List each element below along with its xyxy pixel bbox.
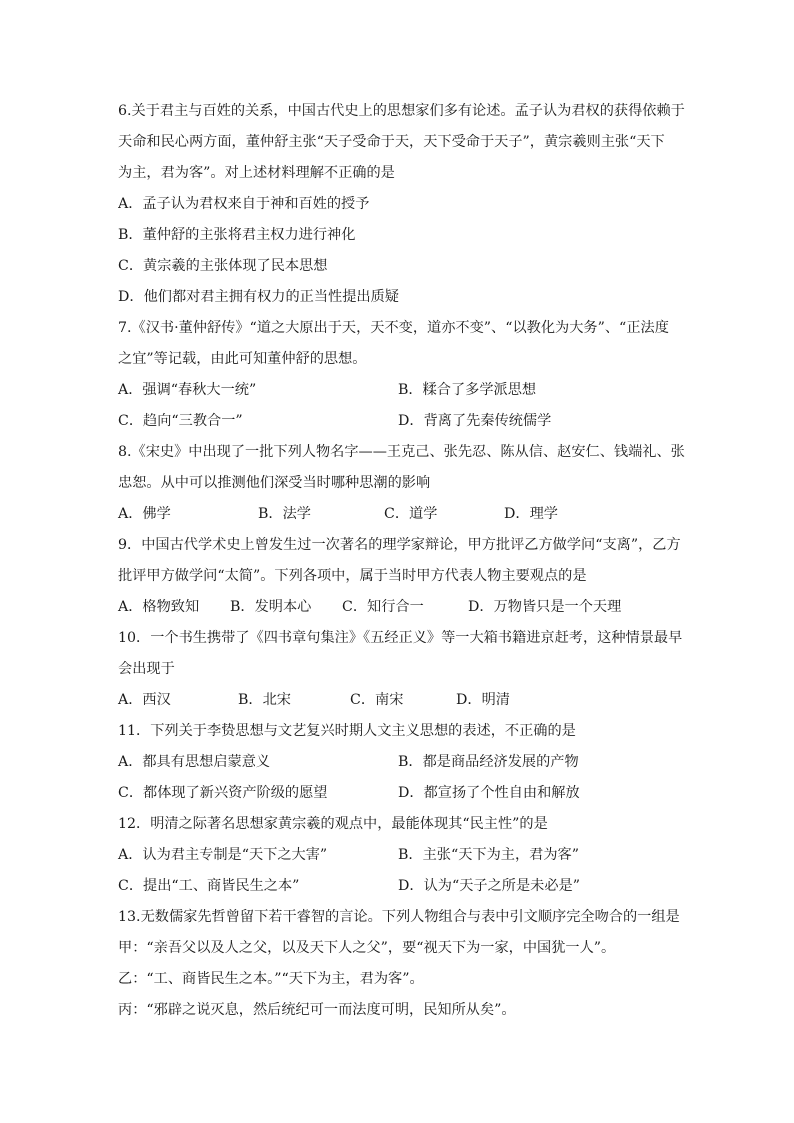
question-7-option-a: A．强调“春秋大一统” — [118, 382, 257, 398]
question-10-option-d: D．明清 — [456, 692, 510, 708]
question-6-option-d: D．他们都对君主拥有权力的正当性提出质疑 — [118, 289, 399, 305]
question-9-options-row — [118, 592, 686, 623]
question-6-option-a: A．孟子认为君权来自于神和百姓的授予 — [118, 196, 370, 212]
question-6-stem-line-2: 天命和民心两方面，董仲舒主张“天子受命于天，天下受命于天子”，黄宗羲则主张“天下 — [118, 134, 665, 150]
question-6-option-c: C．黄宗羲的主张体现了民本思想 — [118, 258, 328, 274]
question-7-option-b: B．糅合了多学派思想 — [398, 382, 537, 398]
question-6 — [118, 96, 686, 313]
question-10-option-a: A．西汉 — [118, 692, 171, 708]
question-7-option-d: D．背离了先秦传统儒学 — [398, 413, 552, 429]
question-11-options-row-1 — [118, 747, 686, 778]
question-10-stem-line-1: 10．一个书生携带了《四书章句集注》《五经正义》等一大箱书籍进京赶考，这种情景最早 — [118, 630, 683, 646]
question-8-option-a: A．佛学 — [118, 506, 171, 522]
question-8-options-row — [118, 499, 686, 530]
question-13-quote-yi: 乙：“工、商皆民生之本。”“天下为主，君为客”。 — [118, 971, 424, 987]
question-13-quote-bing: 丙：“邪辟之说灭息，然后统纪可一而法度可明，民知所从矣”。 — [118, 1002, 516, 1018]
question-11-option-a: A．都具有思想启蒙意义 — [118, 754, 271, 770]
question-11-stem-line-1: 11．下列关于李贽思想与文艺复兴时期人文主义思想的表述，不正确的是 — [118, 723, 576, 739]
question-13 — [118, 902, 686, 1026]
question-12-option-a: A．认为君主专制是“天下之大害” — [118, 847, 328, 863]
question-7-stem-line-2: 之宜”等记载，由此可知董仲舒的思想。 — [118, 351, 367, 367]
question-6-option-b: B．董仲舒的主张将君主权力进行神化 — [118, 227, 356, 243]
question-7-options-row-2 — [118, 406, 686, 437]
question-8-stem-line-1: 8.《宋史》中出现了一批下列人物名字——王克己、张先忍、陈从信、赵安仁、钱端礼、张 — [118, 444, 685, 460]
question-11 — [118, 716, 686, 809]
exam-page — [118, 96, 686, 1026]
question-11-option-c: C．都体现了新兴资产阶级的愿望 — [118, 785, 328, 801]
question-9 — [118, 530, 686, 623]
question-8 — [118, 437, 686, 530]
question-9-stem-line-1: 9．中国古代学术史上曾发生过一次著名的理学家辩论，甲方批评乙方做学问“支离”，乙方 — [118, 537, 681, 553]
question-9-stem-line-2: 批评甲方做学问“太简”。下列各项中，属于当时甲方代表人物主要观点的是 — [118, 568, 587, 584]
question-9-option-b: B．发明本心 — [230, 599, 312, 615]
question-12-option-b: B．主张“天下为主，君为客” — [398, 847, 579, 863]
question-12-stem-line-1: 12．明清之际著名思想家黄宗羲的观点中，最能体现其“民主性”的是 — [118, 816, 548, 832]
question-11-options-row-2 — [118, 778, 686, 809]
question-12-options-row-1 — [118, 840, 686, 871]
question-11-option-d: D．都宣扬了个性自由和解放 — [398, 785, 580, 801]
question-7-stem-line-1: 7.《汉书·董仲舒传》“道之大原出于天，天不变，道亦不变”、“以教化为大务”、“正法度 — [118, 320, 669, 336]
question-9-option-d: D．万物皆只是一个天理 — [468, 599, 622, 615]
question-8-stem-line-2: 忠恕。从中可以推测他们深受当时哪种思潮的影响 — [118, 475, 431, 491]
question-6-stem-line-3: 为主，君为客”。对上述材料理解不正确的是 — [118, 165, 395, 181]
question-13-quote-jia: 甲：“亲吾父以及人之父，以及天下人之父”，要“视天下为一家，中国犹一人”。 — [118, 940, 616, 956]
question-6-stem-line-1: 6.关于君主与百姓的关系，中国古代史上的思想家们多有论述。孟子认为君权的获得依赖于 — [118, 103, 685, 119]
question-13-stem-line-1: 13.无数儒家先哲曾留下若干睿智的言论。下列人物组合与表中引文顺序完全吻合的一组是 — [118, 909, 680, 925]
question-10 — [118, 623, 686, 716]
question-8-option-c: C．道学 — [384, 506, 438, 522]
question-12-option-c: C．提出“工、商皆民生之本” — [118, 878, 300, 894]
question-7-options-row-1 — [118, 375, 686, 406]
question-10-stem-line-2: 会出现于 — [118, 661, 175, 677]
question-7-option-c: C．趋向“三教合一” — [118, 413, 243, 429]
question-9-option-a: A．格物致知 — [118, 599, 200, 615]
question-10-option-b: B．北宋 — [238, 692, 291, 708]
question-8-option-b: B．法学 — [258, 506, 311, 522]
question-10-option-c: C．南宋 — [350, 692, 404, 708]
question-12-option-d: D．认为“天子之所是未必是” — [398, 878, 580, 894]
question-8-option-d: D．理学 — [504, 506, 558, 522]
question-12 — [118, 809, 686, 902]
question-9-option-c: C．知行合一 — [342, 599, 424, 615]
question-7 — [118, 313, 686, 437]
question-11-option-b: B．都是商品经济发展的产物 — [398, 754, 579, 770]
question-10-options-row — [118, 685, 686, 716]
question-12-options-row-2 — [118, 871, 686, 902]
